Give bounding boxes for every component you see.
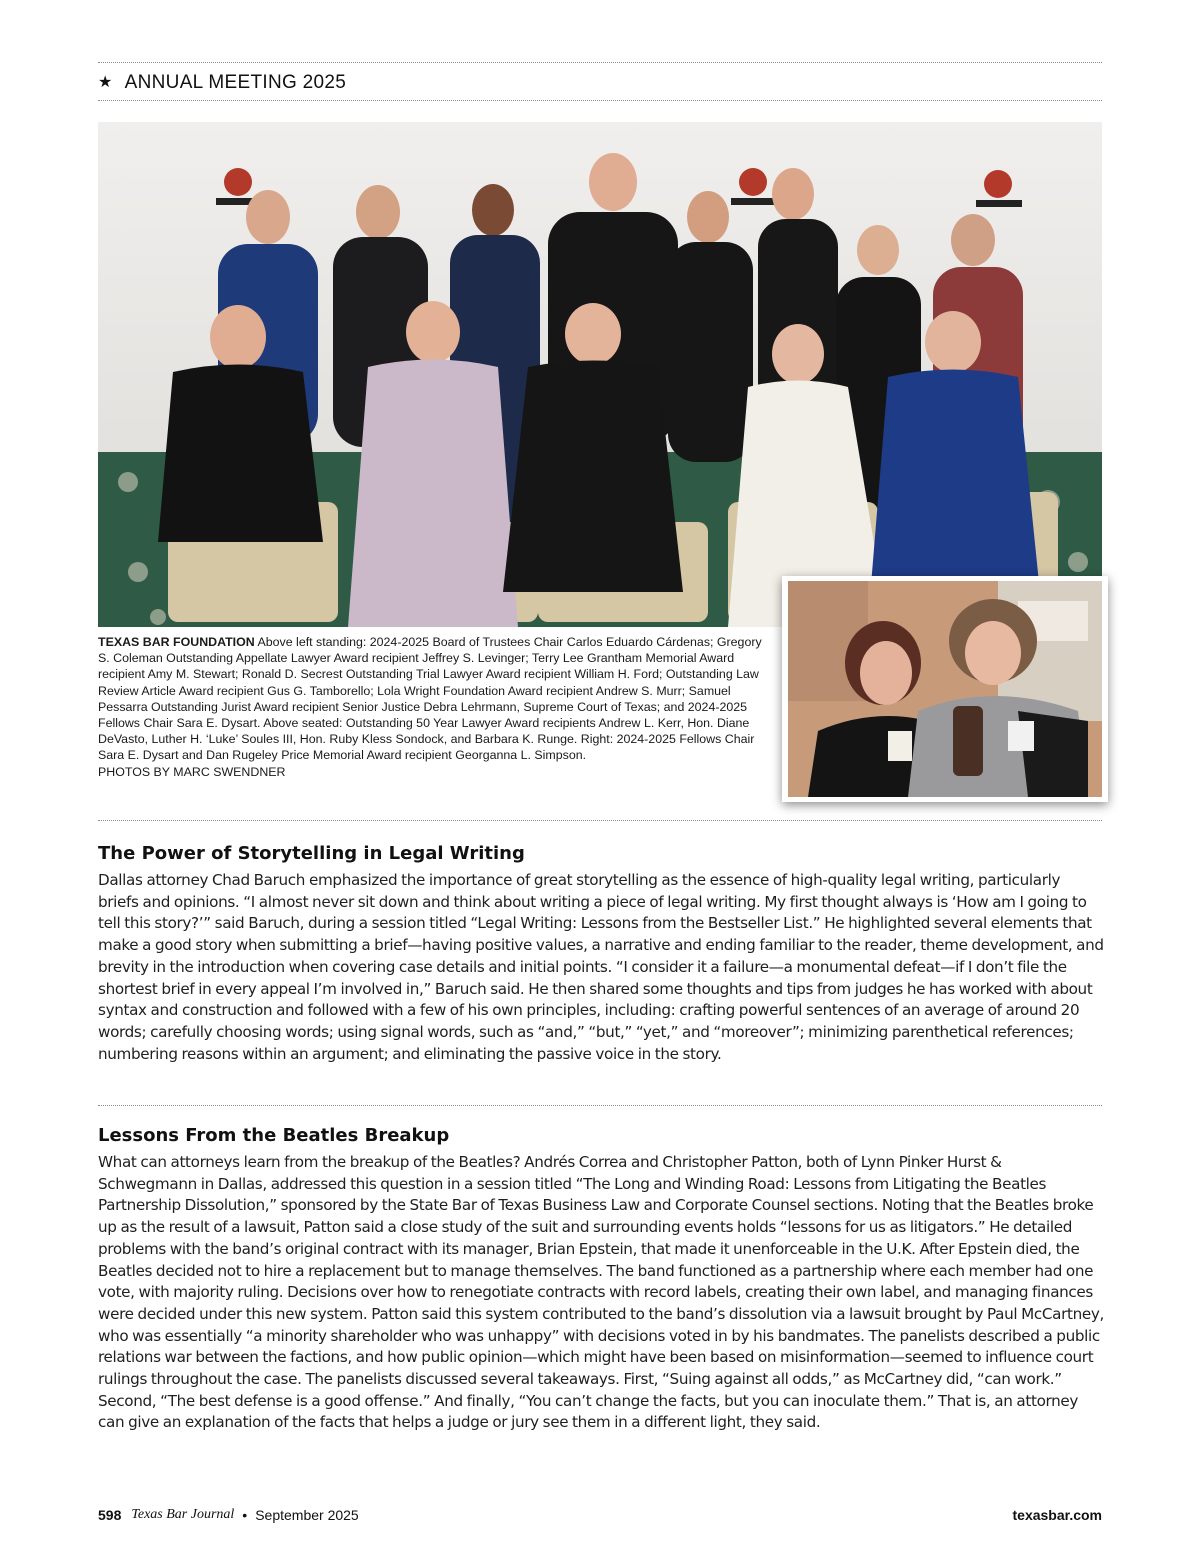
section-label: ANNUAL MEETING 2025 <box>124 72 347 93</box>
caption-lead: TEXAS BAR FOUNDATION <box>98 635 255 649</box>
page-number: 598 <box>98 1507 122 1523</box>
article-divider <box>98 1105 1102 1106</box>
article-title: Lessons From the Beatles Breakup <box>98 1125 450 1146</box>
photo-credit: PHOTOS BY MARC SWENDNER <box>98 764 286 779</box>
issue-date: September 2025 <box>255 1507 359 1523</box>
photo-caption <box>98 634 768 780</box>
article-body: Dallas attorney Chad Baruch emphasized the importance of great storytelling as the essence of high-quality legal writing, particularly briefs and opinions. “I almost never sit down and think about writing a piece of legal writing. My first thought always is ‘How am I going to tell this story?’” said Baruch, during a session titled “Legal Writing: Lessons from the Bestseller List.” He highlighted several elements that make a good story when submitting a brief—having positive values, a narrative and ending familiar to the reader, theme development, and brevity in the introduction when covering case details and initial points. “I consider it a failure—a monumental defeat—if I don’t file the shortest brief in every appeal I’m involved in,” Baruch said. He then shared some thoughts and tips from judges he has worked with about syntax and construction and followed with a few of his own principles, including: crafting powerful sentences of an average of around 20 words; carefully choosing words; using signal words, such as “and,” “but,” “yet,” and “moreover”; minimizing parenthetical references; numbering reasons within an argument; and eliminating the passive voice in the story. <box>98 871 1104 1063</box>
journal-name: Texas Bar Journal <box>131 1507 235 1522</box>
star-icon: ★ <box>98 74 113 91</box>
top-rule <box>98 62 1102 63</box>
inset-photo <box>782 576 1108 802</box>
caption-text: Above left standing: 2024-2025 Board of Trustees Chair Carlos Eduardo Cárdenas; Gregory S. Coleman Outstanding Appellate Lawyer Award recipient Jeffrey S. Levinger; Terry Lee Grantham Memorial Award recipient Amy M. Stewart; Ronald D. Secrest Outstanding Trial Lawyer Award recipient William H. Ford; Outstanding Law Review Article Award recipient Gus G. Tamborello; Lola Wright Foundation Award recipient Andrew S. Murr; Samuel Pessarra Outstanding Jurist Award recipient Senior Justice Debra Lehrmann, Supreme Court of Texas; and 2024-2025 Fellows Chair Sara E. Dysart. Above seated: Outstanding 50 Year Lawyer Award recipients Andrew L. Kerr, Hon. Diane DeVasto, Luther H. ‘Luke’ Soules III, Hon. Ruby Kless Sondock, and Barbara K. Runge. Right: 2024-2025 Fellows Chair Sara E. Dysart and Dan Rugeley Price Memorial Award recipient Georganna L. Simpson. <box>98 635 762 763</box>
article-title: The Power of Storytelling in Legal Writing <box>98 843 525 864</box>
group-photo <box>98 122 1102 627</box>
article-body: What can attorneys learn from the breakup of the Beatles? Andrés Correa and Christopher Patton, both of Lynn Pinker Hurst & Schwegmann in Dallas, addressed this question in a session titled “The Long and Winding Road: Lessons from Litigating the Beatles Partnership Dissolution,” sponsored by the State Bar of Texas Business Law and Corporate Counsel sections. Noting that the Beatles broke up as the result of a lawsuit, Patton said a close study of the suit and surrounding events holds “lessons for us as litigators.” He detailed problems with the band’s original contract with its manager, Brian Epstein, that made it unenforceable in the U.K. After Epstein died, the Beatles decided not to hire a replacement but to manage themselves. The band functioned as a partnership where each member had one vote, with majority ruling. Decisions over how to renegotiate contracts with record labels, creating their own label, and managing finances were decided under this new system. Patton said this system contributed to the band’s dissolution via a lawsuit brought by Paul McCartney, who was essentially “a minority shareholder who was unhappy” with decisions voted in by his bandmates. The panelists described a public relations war between the factions, and how public opinion—which might have been based on misinformation—seemed to influence court rulings throughout the case. The panelists discussed several takeaways. First, “Suing against all odds,” as McCartney did, “can work.” Second, “The best defense is a good offense.” And finally, “You can’t change the facts, but you can inoculate them.” That is, an attorney can give an explanation of the facts that helps a judge or jury see them in a different light, they said. <box>98 1153 1105 1432</box>
footer-bullet: • <box>242 1507 248 1523</box>
page-footer <box>98 1505 1102 1525</box>
section-header <box>98 70 346 96</box>
header-rule <box>98 100 1102 101</box>
site-link[interactable]: texasbar.com <box>1012 1507 1102 1523</box>
caption-rule <box>98 820 1102 821</box>
